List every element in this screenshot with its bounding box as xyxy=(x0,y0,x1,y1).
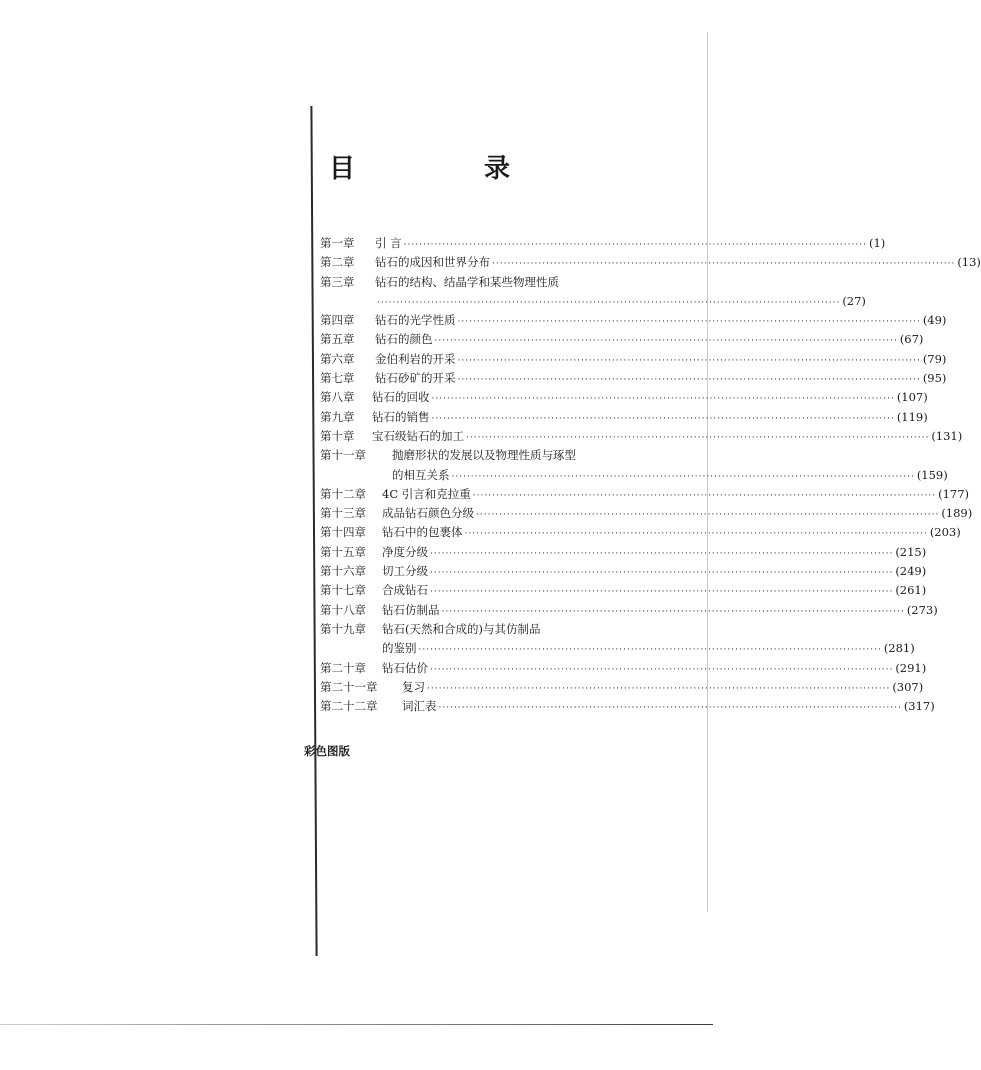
toc-chapter-number: 第二章 xyxy=(320,255,355,270)
toc-chapter-title: 合成钻石 xyxy=(382,583,428,598)
toc-chapter-title: 净度分级 xyxy=(382,544,428,559)
toc-chapter-number: 第十五章 xyxy=(320,544,366,559)
toc-page-number: (177) xyxy=(938,486,970,501)
toc-leader-dots: ························································································································ xyxy=(418,645,882,656)
toc-leader-dots: ························································································································ xyxy=(430,568,894,579)
toc-entry xyxy=(382,485,970,506)
toc-page-number: (159) xyxy=(916,467,948,482)
toc-page-number: (249) xyxy=(895,564,927,579)
toc-row xyxy=(320,543,927,562)
toc-entry xyxy=(392,446,576,465)
toc-chapter-number: 第十九章 xyxy=(320,621,366,636)
toc-chapter-title: 钻石的回收 xyxy=(372,390,430,405)
toc-page-number: (273) xyxy=(906,602,938,617)
toc-entry xyxy=(375,234,886,255)
toc-entry xyxy=(382,523,961,544)
toc-entry xyxy=(382,562,927,583)
toc-entry xyxy=(382,639,915,660)
toc-row xyxy=(320,369,947,388)
toc-row xyxy=(320,504,973,523)
toc-chapter-number: 第二十二章 xyxy=(320,699,378,714)
toc-page-number: (189) xyxy=(941,506,973,521)
toc-leader-dots: ························································································································ xyxy=(464,529,928,540)
toc-row xyxy=(320,562,927,581)
toc-leader-dots: ························································································································ xyxy=(457,355,921,366)
toc-leader-dots: ························································································································ xyxy=(431,413,895,424)
toc-row xyxy=(320,330,924,349)
toc-page-number: (49) xyxy=(922,313,947,328)
toc-page-number: (131) xyxy=(931,428,963,443)
toc-chapter-number: 第十八章 xyxy=(320,602,366,617)
toc-leader-dots: ························································································································ xyxy=(438,703,902,714)
toc-row xyxy=(320,523,961,542)
toc-entry xyxy=(382,601,938,622)
toc-entry xyxy=(382,543,927,564)
toc-chapter-title: 钻石估价 xyxy=(382,660,428,675)
toc-row xyxy=(320,253,981,272)
toc-page-number: (317) xyxy=(903,699,935,714)
toc-entry xyxy=(375,253,981,274)
toc-chapter-number: 第十四章 xyxy=(320,525,366,540)
toc-entry xyxy=(392,466,948,487)
toc-row xyxy=(320,639,915,658)
toc-page-number: (67) xyxy=(899,332,924,347)
toc-leader-dots: ························································································································ xyxy=(430,664,894,675)
toc-chapter-number: 第十一章 xyxy=(320,448,366,463)
toc-row xyxy=(320,601,938,620)
left-margin-rule xyxy=(310,106,317,956)
toc-entry xyxy=(375,292,866,313)
toc-chapter-title: 的鉴别 xyxy=(382,641,417,656)
toc-chapter-number: 第二十章 xyxy=(320,660,366,675)
toc-chapter-number: 第十六章 xyxy=(320,564,366,579)
toc-chapter-title: 4C 引言和克拉重 xyxy=(382,486,471,501)
toc-leader-dots: ························································································································ xyxy=(492,259,956,270)
toc-page-number: (291) xyxy=(895,660,927,675)
toc-chapter-title: 钻石的结构、结晶学和某些物理性质 xyxy=(375,274,559,289)
toc-chapter-title: 钻石仿制品 xyxy=(382,602,440,617)
table-of-contents xyxy=(320,234,981,716)
toc-page-number: (119) xyxy=(896,409,928,424)
toc-row xyxy=(320,234,886,253)
toc-row xyxy=(320,697,935,716)
toc-chapter-title: 宝石级钻石的加工 xyxy=(372,428,464,443)
toc-leader-dots: ························································································································ xyxy=(441,606,905,617)
toc-page-number: (215) xyxy=(895,544,927,559)
toc-chapter-number: 第五章 xyxy=(320,332,355,347)
toc-chapter-title: 钻石砂矿的开采 xyxy=(375,371,456,386)
toc-leader-dots: ························································································································ xyxy=(430,548,894,559)
toc-entry xyxy=(372,427,963,448)
toc-row xyxy=(320,659,927,678)
toc-page-number: (13) xyxy=(957,255,981,270)
toc-page-number: (307) xyxy=(892,679,924,694)
toc-row xyxy=(320,620,630,639)
color-plates-label: 彩色图版 xyxy=(304,744,350,758)
toc-chapter-title: 钻石中的包裹体 xyxy=(382,525,463,540)
toc-page-number: (95) xyxy=(922,371,947,386)
toc-chapter-title: 钻石的颜色 xyxy=(375,332,433,347)
toc-chapter-number: 第十七章 xyxy=(320,583,366,598)
toc-chapter-number: 第一章 xyxy=(320,236,355,250)
toc-entry xyxy=(375,369,947,390)
toc-entry xyxy=(375,311,947,332)
toc-chapter-number: 第八章 xyxy=(320,390,355,405)
toc-page-number: (261) xyxy=(895,583,927,598)
toc-leader-dots: ························································································································ xyxy=(476,510,940,521)
toc-entry xyxy=(402,697,935,718)
toc-entry xyxy=(372,388,928,409)
toc-chapter-title: 切工分级 xyxy=(382,564,428,579)
toc-row xyxy=(320,311,947,330)
toc-row xyxy=(320,273,630,292)
toc-page-number: (107) xyxy=(896,390,928,405)
toc-chapter-title: 抛磨形状的发展以及物理性质与琢型 xyxy=(392,448,576,463)
toc-chapter-title: 钻石的销售 xyxy=(372,409,430,424)
toc-chapter-title: 钻石的成因和世界分布 xyxy=(375,255,490,270)
toc-page-number: (27) xyxy=(842,293,866,308)
toc-entry xyxy=(375,330,924,351)
toc-leader-dots: ························································································································ xyxy=(377,297,841,308)
toc-row xyxy=(320,466,948,485)
toc-leader-dots: ························································································································ xyxy=(434,336,898,347)
toc-chapter-title: 复习 xyxy=(402,679,425,694)
toc-page-number: (281) xyxy=(883,641,915,656)
toc-chapter-title: 词汇表 xyxy=(402,699,437,714)
toc-row xyxy=(320,350,947,369)
toc-entry xyxy=(382,659,927,680)
toc-page-number: (203) xyxy=(929,525,961,540)
toc-row xyxy=(320,446,630,465)
toc-chapter-number: 第二十一章 xyxy=(320,679,378,694)
toc-entry xyxy=(382,581,927,602)
toc-leader-dots: ························································································································ xyxy=(403,240,867,250)
toc-chapter-number: 第十三章 xyxy=(320,506,366,521)
toc-leader-dots: ························································································································ xyxy=(457,317,921,328)
toc-page-number: (1) xyxy=(868,236,886,250)
toc-chapter-title: 钻石的光学性质 xyxy=(375,313,456,328)
toc-row xyxy=(320,427,963,446)
toc-row xyxy=(320,678,924,697)
toc-row xyxy=(320,408,928,427)
toc-leader-dots: ························································································································ xyxy=(472,490,937,501)
toc-leader-dots: ························································································································ xyxy=(466,432,930,443)
toc-chapter-title: 的相互关系 xyxy=(392,467,450,482)
toc-entry xyxy=(402,678,924,699)
toc-entry xyxy=(372,408,928,429)
toc-leader-dots: ························································································································ xyxy=(431,394,895,405)
toc-entry xyxy=(375,350,947,371)
toc-chapter-number: 第九章 xyxy=(320,409,355,424)
toc-entry xyxy=(382,620,540,639)
toc-chapter-number: 第四章 xyxy=(320,313,355,328)
toc-row xyxy=(320,292,866,311)
toc-page-number: (79) xyxy=(922,351,947,366)
toc-chapter-number: 第十二章 xyxy=(320,486,366,501)
page-title: 目 录 xyxy=(329,154,571,184)
toc-chapter-number: 第十章 xyxy=(320,428,355,443)
toc-entry xyxy=(375,273,559,292)
toc-chapter-number: 第六章 xyxy=(320,351,355,366)
toc-leader-dots: ························································································································ xyxy=(451,471,915,482)
toc-row xyxy=(320,388,928,407)
toc-row xyxy=(320,581,927,600)
toc-chapter-title: 成品钻石颜色分级 xyxy=(382,506,474,521)
toc-leader-dots: ························································································································ xyxy=(457,375,921,386)
toc-chapter-title: 金伯利岩的开采 xyxy=(375,351,456,366)
toc-chapter-title: 钻石(天然和合成的)与其仿制品 xyxy=(382,621,541,636)
toc-chapter-number: 第三章 xyxy=(320,274,355,289)
toc-chapter-number: 第七章 xyxy=(320,371,355,386)
toc-leader-dots: ························································································································ xyxy=(430,587,894,598)
toc-entry xyxy=(382,504,973,525)
toc-chapter-title: 引 言 xyxy=(375,236,402,250)
bottom-edge-rule xyxy=(0,1024,713,1025)
toc-leader-dots: ························································································································ xyxy=(427,683,891,694)
toc-row xyxy=(320,485,970,504)
